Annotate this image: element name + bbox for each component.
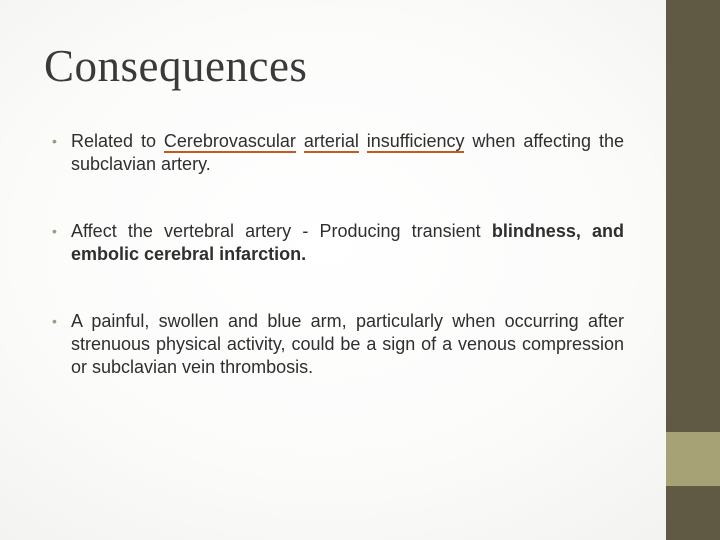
slide-title: Consequences	[44, 41, 308, 91]
bullet-item-2	[52, 220, 624, 266]
link-cerebrovascular[interactable]: Cerebrovascular	[163, 131, 296, 151]
bullet-2-text: Affect the vertebral artery - Producing transient	[71, 221, 492, 241]
bullet-list	[52, 130, 624, 423]
bullet-item-1	[52, 130, 624, 176]
bullet-1-text-end: when affecting the subclavian artery.	[71, 131, 624, 174]
bullet-1-text-start: Related to	[71, 131, 164, 151]
bullet-icon: •	[52, 133, 57, 149]
sidebar-accent	[666, 432, 720, 486]
bullet-2-bold-text: blindness, and embolic cerebral infarction.	[71, 221, 624, 264]
bullet-item-3	[52, 310, 624, 379]
bullet-icon: •	[52, 313, 57, 329]
link-insufficiency[interactable]: insufficiency	[366, 131, 465, 151]
bullet-icon: •	[52, 223, 57, 239]
bullet-1-space	[296, 131, 304, 151]
bullet-3-text: A painful, swollen and blue arm, particularly when occurring after strenuous physical activity, could be a sign of a venous compression or subclavian vein thrombosis.	[71, 311, 624, 377]
link-arterial[interactable]: arterial	[303, 131, 359, 151]
bullet-1-space-2	[359, 131, 367, 151]
